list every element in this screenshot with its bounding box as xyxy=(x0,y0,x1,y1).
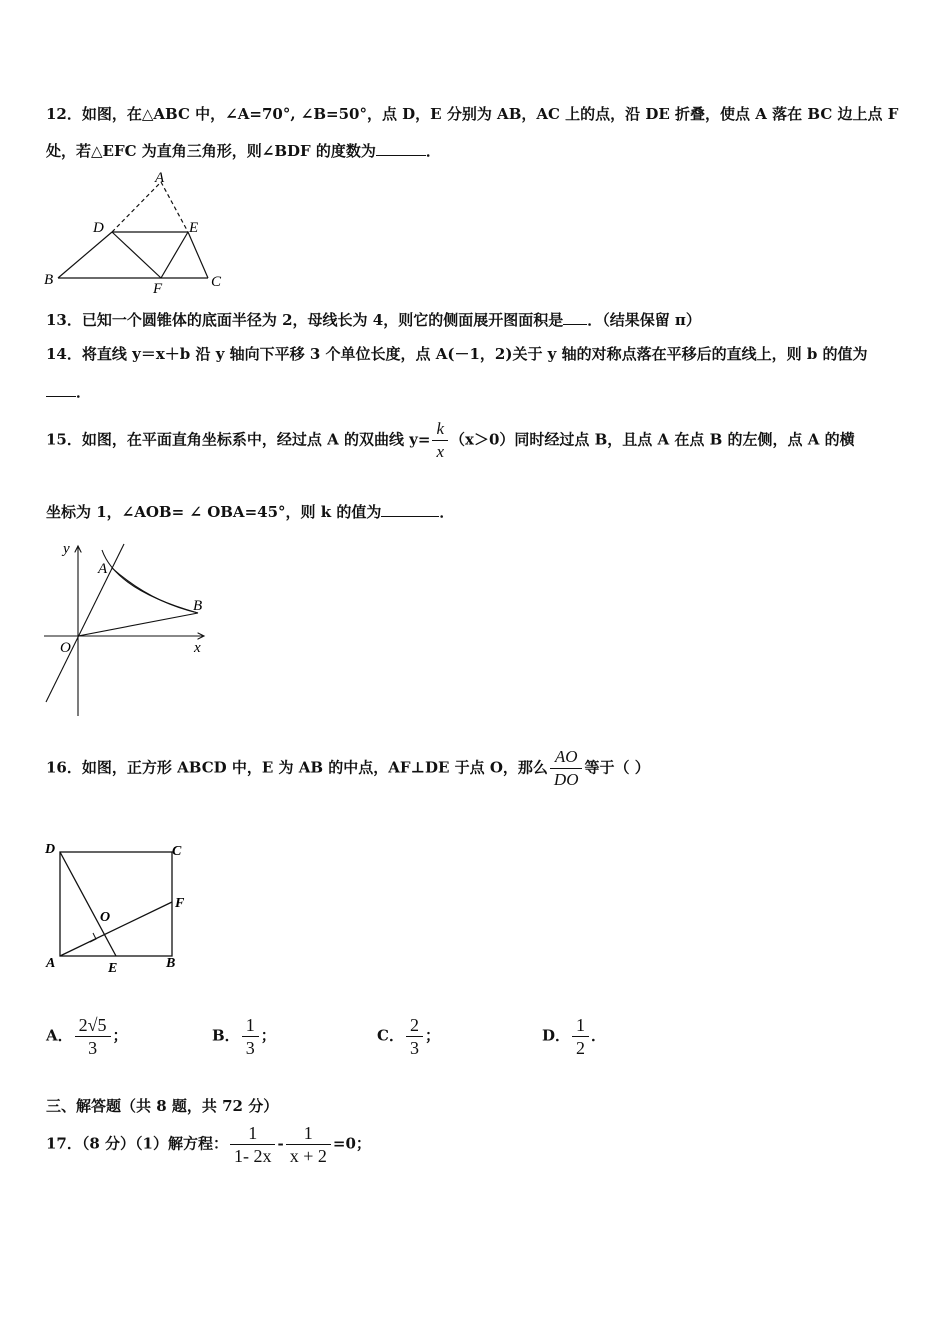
q12-label-E: E xyxy=(189,220,199,236)
q16-option-d-label: D． xyxy=(542,1026,571,1045)
q16-option-a[interactable] xyxy=(46,1014,128,1059)
q13-number: 13． xyxy=(46,311,82,329)
q16-text-a: 如图，正方形 ABCD 中，E 为 AB 的中点，AF⊥DE 于点 O，那么 xyxy=(81,758,548,777)
q16-option-a-fraction xyxy=(75,1014,111,1059)
q17-end: =0； xyxy=(332,1134,371,1153)
q14-text: 将直线 y＝x＋b 沿 y 轴向下平移 3 个单位长度，点 A(－1，2)关于 y 轴的对称点落在平移后的直线上，则 b 的值为 xyxy=(81,345,868,363)
section3-heading xyxy=(46,1095,278,1116)
q16-label-F: F xyxy=(175,896,185,911)
q16-line xyxy=(46,746,650,791)
q16-segment-DE xyxy=(60,852,116,956)
q16-option-c-num: 2 xyxy=(409,1015,419,1035)
q12-end: ． xyxy=(425,142,441,160)
q17-f2-num: 1 xyxy=(303,1123,313,1143)
q15-text-a: 如图，在平面直角坐标系中，经过点 A 的双曲线 y= xyxy=(81,430,431,449)
q15-label-y: y xyxy=(63,541,70,557)
q16-option-b-label: B． xyxy=(212,1026,240,1045)
q17-text: （8 分）（1）解方程： xyxy=(81,1134,228,1153)
q16-square-figure xyxy=(40,838,200,978)
q15-label-A: A xyxy=(98,561,108,577)
q16-option-d-num: 1 xyxy=(576,1015,586,1035)
q12-line2 xyxy=(46,140,441,161)
q12-label-C: C xyxy=(211,274,222,290)
q15-segment-AB xyxy=(112,568,198,613)
q16-option-b-num: 1 xyxy=(245,1015,255,1035)
q16-option-a-sep: ； xyxy=(112,1026,128,1045)
q12-segment-EF xyxy=(161,232,188,278)
q12-triangle-figure xyxy=(40,170,230,295)
q16-option-d-fraction xyxy=(572,1014,589,1059)
q16-option-d[interactable] xyxy=(542,1014,606,1059)
q17-f1-den: 1- 2x xyxy=(230,1144,276,1167)
q16-text-b: 等于（ ） xyxy=(584,758,650,777)
q15-label-B: B xyxy=(193,598,203,614)
q16-frac-den: DO xyxy=(550,768,583,791)
q16-option-b[interactable] xyxy=(212,1014,276,1059)
q12-text-line1: 如图，在△ABC 中，∠A=70°, ∠B=50°，点 D，E 分别为 AB，AC 上的点，沿 DE 折叠，使点 A 落在 BC 边上点 F xyxy=(81,105,899,123)
q12-segment-EC xyxy=(188,232,208,278)
q16-square-ABCD xyxy=(60,852,172,956)
q15-end: ． xyxy=(439,503,455,521)
q15-label-x: x xyxy=(194,640,201,656)
q12-label-B: B xyxy=(44,272,54,288)
q14-line1 xyxy=(46,343,868,364)
q16-option-c-den: 3 xyxy=(406,1036,423,1059)
q15-segment-OB xyxy=(78,613,198,636)
q16-option-d-den: 2 xyxy=(572,1036,589,1059)
q16-option-c[interactable] xyxy=(377,1014,440,1059)
q17-fraction-1 xyxy=(230,1122,276,1167)
q15-fraction-k-over-x xyxy=(432,418,448,463)
q16-fraction-AO-over-DO xyxy=(550,746,583,791)
q17-line xyxy=(46,1122,371,1167)
q12-label-D: D xyxy=(93,220,104,236)
q15-frac-num: k xyxy=(436,419,445,438)
q16-label-C: C xyxy=(172,844,182,859)
q16-option-b-den: 3 xyxy=(242,1036,259,1059)
q16-option-c-fraction xyxy=(406,1014,423,1059)
q12-line1 xyxy=(46,103,898,124)
q16-frac-num: AO xyxy=(554,747,578,766)
q16-option-a-den: 3 xyxy=(75,1036,111,1059)
q15-label-O: O xyxy=(60,640,71,656)
q16-option-b-sep: ； xyxy=(260,1026,276,1045)
q16-option-d-sep: ． xyxy=(591,1026,607,1045)
q16-label-B: B xyxy=(166,956,176,971)
q13-end: ．（结果保留 π） xyxy=(587,311,701,329)
q17-f1-num: 1 xyxy=(248,1123,258,1143)
q16-label-D: D xyxy=(45,842,56,857)
q16-number: 16． xyxy=(46,758,82,777)
q12-dashed-AE xyxy=(161,182,188,232)
q16-option-c-sep: ； xyxy=(424,1026,440,1045)
q16-segment-AF xyxy=(60,902,172,956)
q12-label-F: F xyxy=(153,281,163,297)
q12-segment-BD xyxy=(58,232,112,278)
q15-answer-blank xyxy=(381,502,439,517)
q16-option-a-num: 2√5 xyxy=(78,1015,107,1035)
q13-text: 已知一个圆锥体的底面半径为 2，母线长为 4，则它的侧面展开图面积是 xyxy=(81,311,564,329)
q14-number: 14． xyxy=(46,345,82,363)
q16-label-A: A xyxy=(46,956,56,971)
q14-end: ． xyxy=(76,383,92,401)
q16-option-c-label: C． xyxy=(377,1026,404,1045)
q14-answer-blank xyxy=(46,382,76,397)
q12-dashed-DA xyxy=(112,182,161,232)
q12-text-line2: 处，若△EFC 为直角三角形，则∠BDF 的度数为 xyxy=(46,142,376,160)
q15-coordinate-figure xyxy=(40,540,215,720)
q12-answer-blank xyxy=(376,141,426,156)
section3-title: 三、解答题（共 8 题，共 72 分） xyxy=(46,1097,279,1115)
q17-number: 17． xyxy=(46,1134,82,1153)
q16-option-a-label: A． xyxy=(46,1026,73,1045)
q16-label-O: O xyxy=(100,910,111,925)
q13-answer-blank xyxy=(563,310,587,325)
q12-segment-DF xyxy=(112,232,161,278)
q16-option-b-fraction xyxy=(242,1014,259,1059)
q15-line2 xyxy=(46,501,454,522)
q15-line1 xyxy=(46,418,855,463)
q17-minus: - xyxy=(277,1134,284,1153)
q16-label-E: E xyxy=(108,961,118,976)
q13-line xyxy=(46,309,701,330)
q15-text-b: （x＞0）同时经过点 B，且点 A 在点 B 的左侧，点 A 的横 xyxy=(450,430,855,449)
q15-frac-den: x xyxy=(432,440,448,463)
q12-number: 12． xyxy=(46,105,82,123)
q15-text-line2: 坐标为 1，∠AOB= ∠ OBA=45°，则 k 的值为 xyxy=(46,503,382,521)
q17-fraction-2 xyxy=(286,1122,331,1167)
q17-f2-den: x + 2 xyxy=(286,1144,331,1167)
q14-line2 xyxy=(46,381,91,402)
q12-label-A: A xyxy=(155,170,165,186)
q15-number: 15． xyxy=(46,430,82,449)
